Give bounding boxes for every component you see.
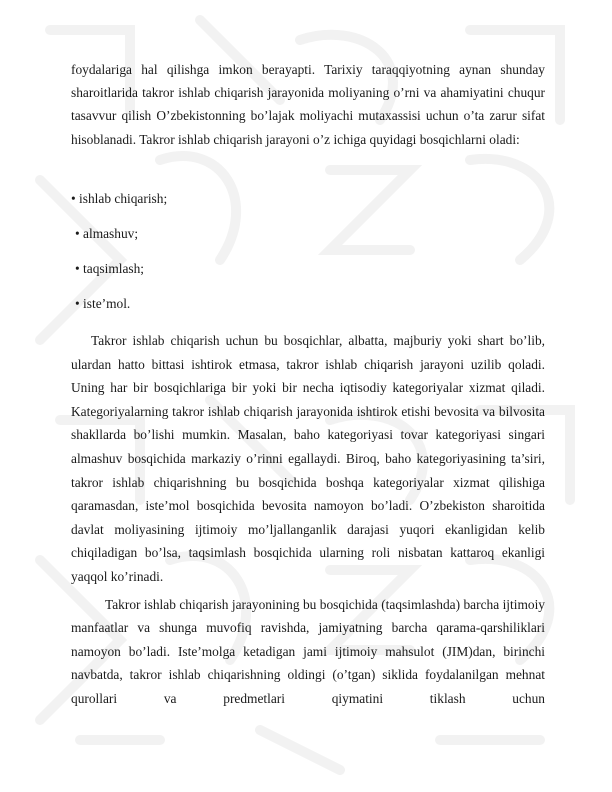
- paragraph-2-text: Takror ishlab chiqarish uchun bu bosqichlar, albatta, majburiy yoki shart bo’lib, ulardan hatto bittasi ishtirok etmasa, takror ishlab chiqarish jarayoni uzilib qoladi. Uning har bir bosqichlariga bir yoki bir necha iqtisodiy kategoriyalar xizmat qiladi. Kategoriyalarning takror ishlab chiqarish jarayonida ishtirok etishi bevosita va bilvosita shakllarda bo’lishi mumkin. Masalan, baho kategoriyasi tovar kategoriyasi singari almashuv bosqichida markaziy o’rinni egallaydi. Biroq, baho kategoriyasining ta’siri, takror ishlab chiqarishning bu bosqichida boshqa kategoriyalar xizmat qilishiga qaramasdan, iste’mol bosqichida bevosita namoyon bo’ladi. O’zbekiston sharoitida davlat moliyasining ijtimoiy mo’ljallanganlik darajasi yuqori ekanligidan kelib chiqiladigan bo’lsa, taqsimlash bosqichida ularning roli nisbatan kattaroq ekanligi yaqqol ko’rinadi.: [71, 333, 545, 584]
- list-item: • taqsimlash;: [75, 261, 145, 276]
- paragraph-2: [71, 329, 545, 589]
- paragraph-3-text: Takror ishlab chiqarish jarayonining bu bosqichida (taqsimlashda) barcha ijtimoiy manfaatlar va shunga muvofiq ravishda, jamiyatning barcha qarama-qarshiliklari namoyon bo’ladi. Iste’molga ketadigan jami ijtimoiy mahsulot (JIM)dan, birinchi navbatda, takror ishlab chiqarishning oldingi (o’tgan) siklida foydalanilgan mehnat qurollari va predmetlari qiymatini tiklash uchun: [71, 597, 545, 706]
- paragraph-1: foydalariga hal qilishga imkon berayapti. Tarixiy taraqqiyotning aynan shunday sharoitlarida takror ishlab chiqarish jarayonida moliyaning o’rni va ahamiyatini chuqur tasavvur qilish O’zbekistonning bo’lajak moliyachi mutaxassisi uchun o’ta zarur sifat hisoblanadi. Takror ishlab chiqarish jarayoni o’z ichiga quyidagi bosqichlarni oladi:: [71, 62, 545, 147]
- paragraph-3: [71, 593, 545, 710]
- list-item: • ishlab chiqarish;: [71, 191, 168, 206]
- list-item: • almashuv;: [75, 226, 139, 241]
- list-item: • iste’mol.: [75, 296, 131, 311]
